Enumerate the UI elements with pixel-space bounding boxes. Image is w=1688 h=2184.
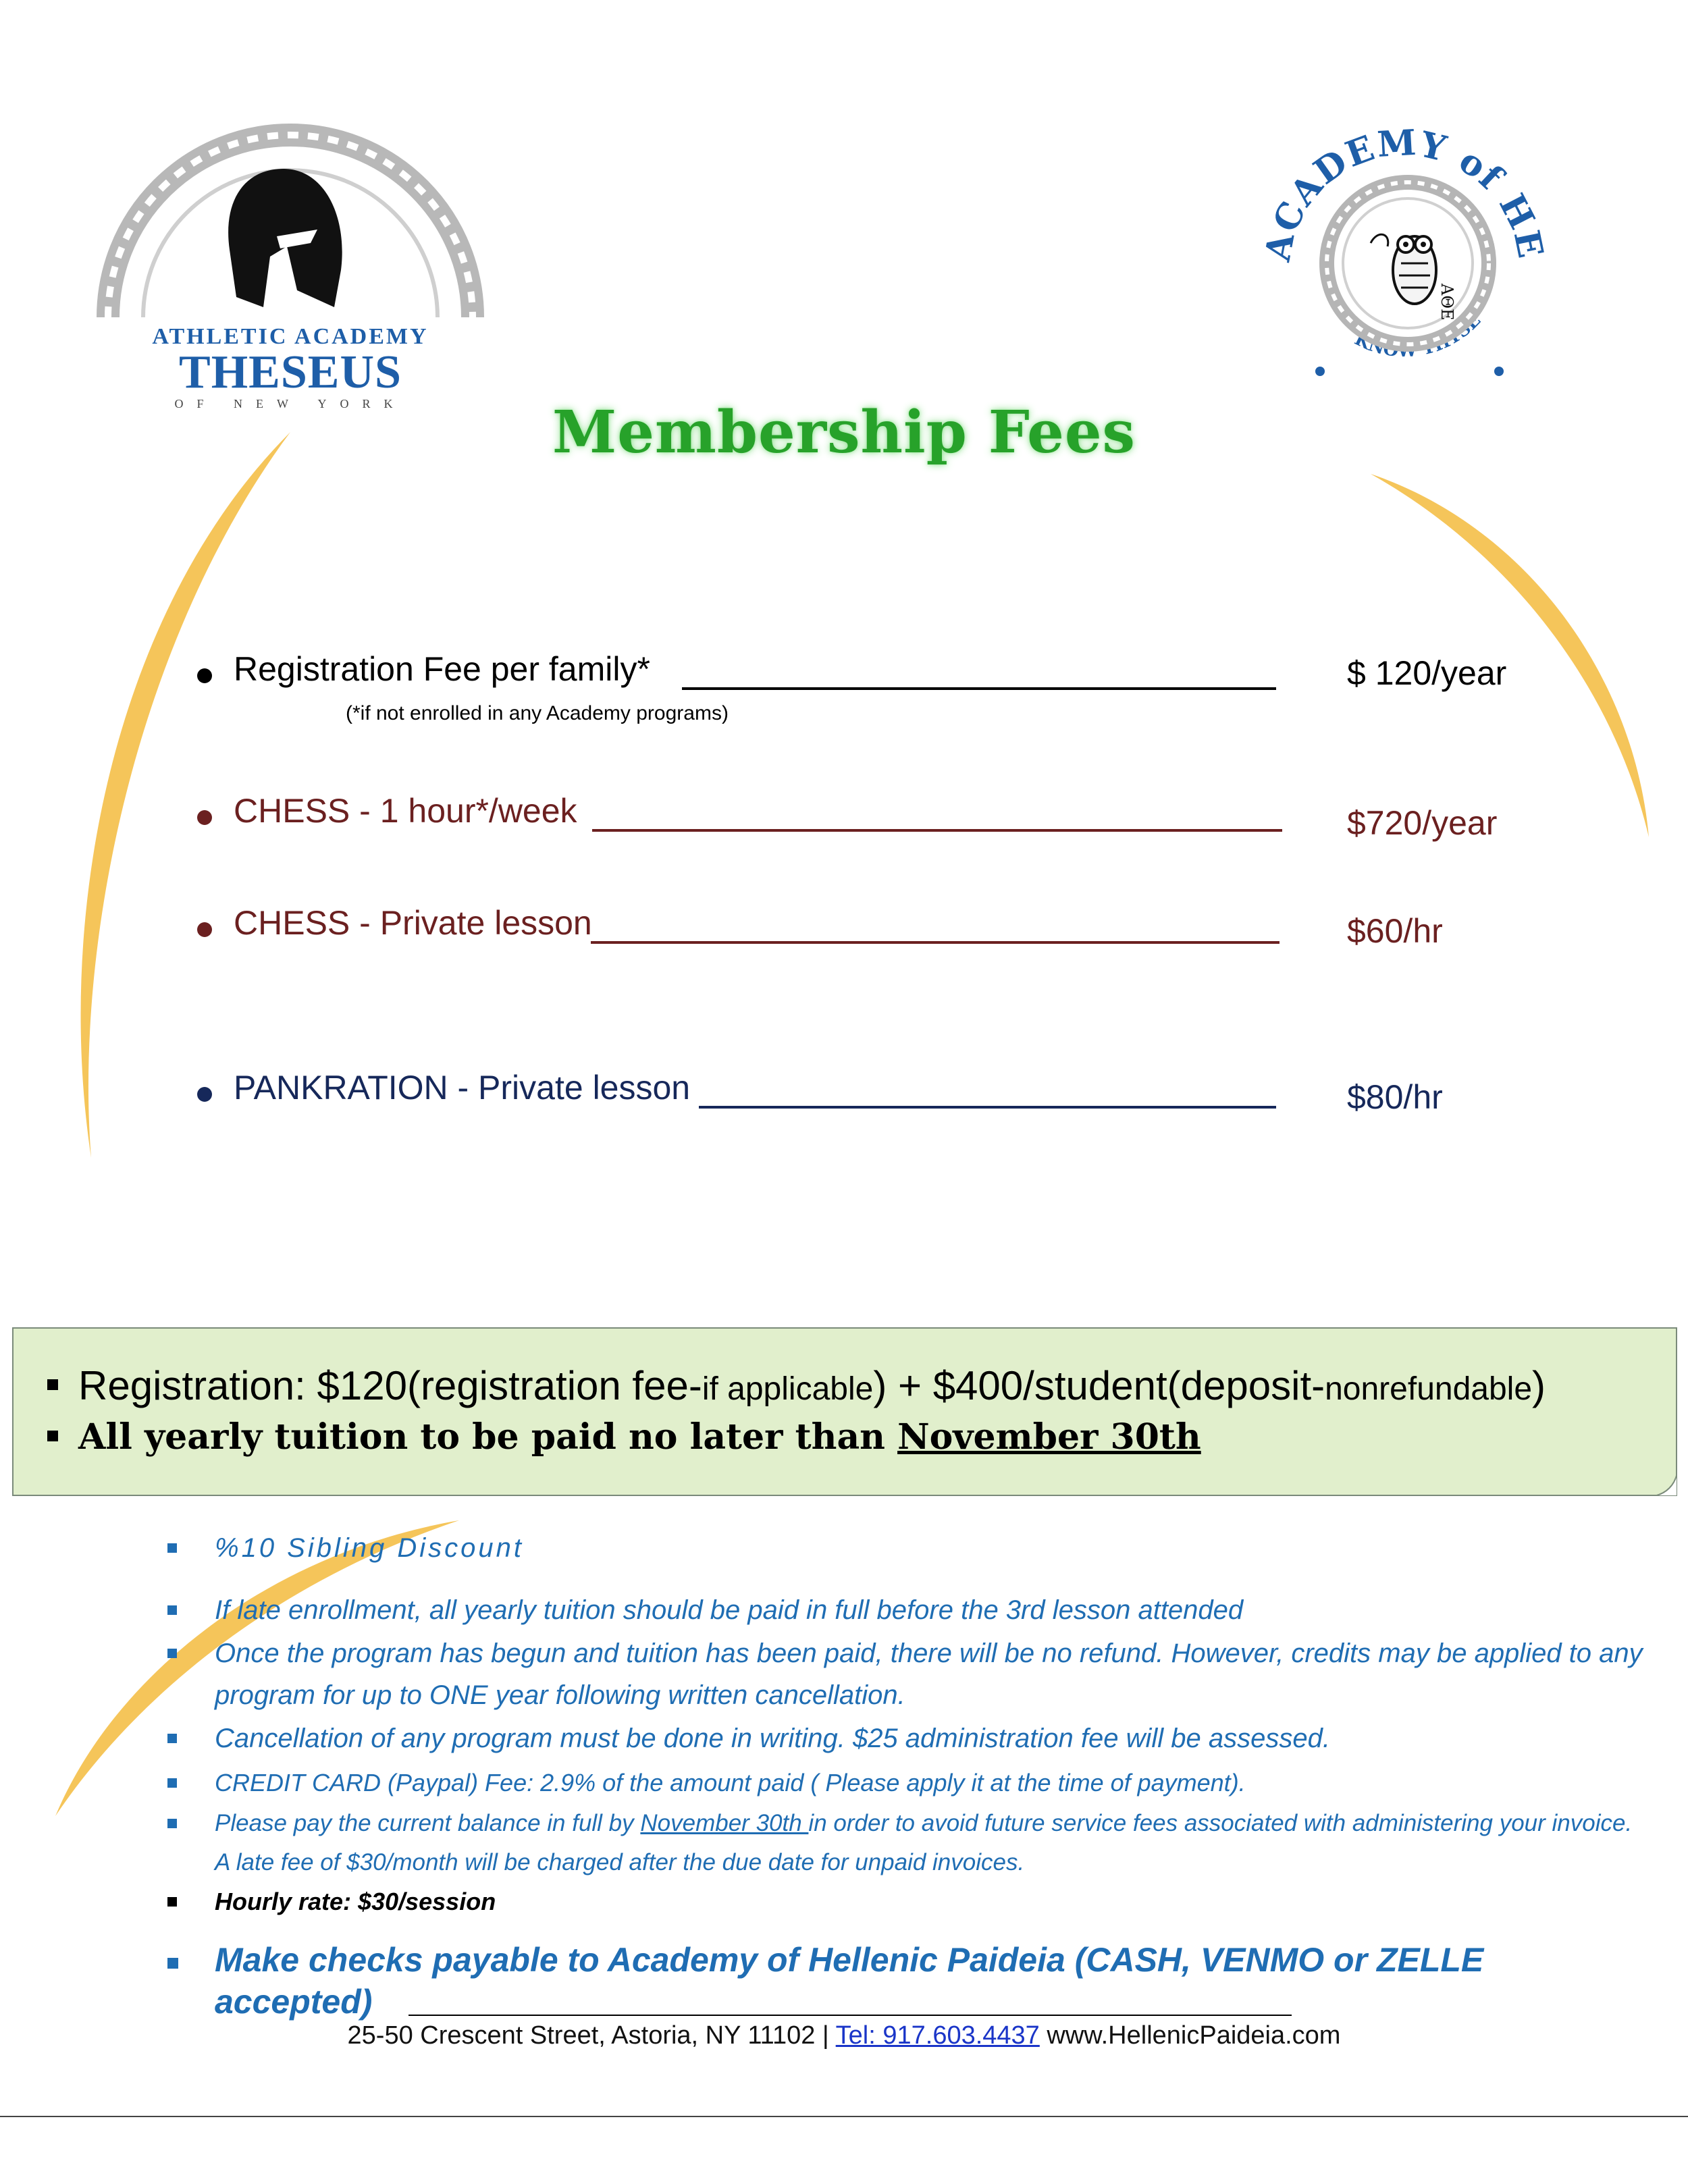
balance-text-end: in order to avoid future service fees associated with administering your invoice. A late fee of $30/month will be charged after the due date for unpaid invoices.	[215, 1810, 1633, 1875]
athletic-academy-theseus-logo	[95, 95, 486, 419]
policy-text: If late enrollment, all yearly tuition should be paid in full before the 3rd lesson attended	[215, 1595, 1244, 1625]
fee-item-chess-weekly	[0, 791, 1688, 852]
footer-address: 25-50 Crescent Street, Astoria, NY 11102 |	[347, 2021, 836, 2050]
policy-text: %10 Sibling Discount	[215, 1533, 524, 1563]
policy-text: Cancellation of any program must be done in writing. $25 administration fee will be assessed.	[215, 1724, 1330, 1753]
logo-subtitle: OF NEW YORK	[174, 397, 406, 410]
registration-if-applicable: if applicable	[702, 1371, 874, 1407]
policy-text	[215, 1804, 1646, 1882]
fee-label: Registration Fee per family*	[234, 650, 650, 688]
fee-leader-line	[682, 687, 1276, 690]
square-bullet-icon	[167, 1649, 177, 1658]
seal-arc-text: ACADEMY of HE	[1257, 122, 1552, 265]
footer-phone-link[interactable]: Tel: 917.603.4437	[835, 2021, 1040, 2050]
seal-greek-letters: ΑΘΕ	[1438, 284, 1456, 321]
policy-text: Hourly rate: $30/session	[215, 1888, 496, 1915]
logo-brand-name: THESEUS	[179, 346, 402, 398]
fee-item-pankration-private	[0, 1068, 1688, 1129]
page-curl-icon	[1654, 1473, 1677, 1496]
fee-leader-line	[592, 829, 1282, 832]
seal-motto: KNOW THYSE	[1351, 310, 1485, 362]
page-title: Membership Fees	[552, 398, 1136, 467]
bullet-icon	[197, 668, 212, 683]
policy-text: Make checks payable to Academy of Hellenic Paideia (CASH, VENMO or ZELLE accepted)	[215, 1941, 1484, 2021]
registration-deposit-line	[47, 1362, 1546, 1409]
bullet-icon	[197, 922, 212, 937]
fee-price: $720/year	[1347, 804, 1498, 842]
fee-label: CHESS - 1 hour*/week	[234, 792, 577, 830]
fee-note: (*if not enrolled in any Academy programs)	[346, 702, 729, 724]
academy-hellenic-paideia-logo	[1249, 101, 1560, 412]
square-bullet-icon	[167, 1734, 177, 1743]
fee-price: $60/hr	[1347, 912, 1443, 950]
square-bullet-icon	[47, 1379, 58, 1390]
fee-label: CHESS - Private lesson	[234, 904, 592, 942]
fee-leader-line	[591, 941, 1280, 944]
square-bullet-icon	[167, 1605, 177, 1615]
square-bullet-icon	[167, 1543, 177, 1553]
square-bullet-icon	[167, 1819, 177, 1828]
registration-summary-box	[12, 1327, 1677, 1496]
registration-text: Registration: $120(registration fee-	[78, 1363, 702, 1408]
fee-item-registration	[0, 649, 1688, 710]
spartan-helmet-icon	[216, 155, 351, 317]
bullet-icon	[197, 810, 212, 825]
owl-icon	[1371, 234, 1436, 304]
deposit-text: ) + $400/student(deposit-	[873, 1363, 1325, 1408]
balance-due-date: November 30th	[640, 1810, 809, 1836]
footer-website: www.HellenicPaideia.com	[1039, 2021, 1341, 2050]
footer-divider	[408, 2015, 1292, 2016]
tuition-deadline-text: All yearly tuition to be paid no later than	[78, 1416, 898, 1458]
fee-leader-line	[699, 1106, 1276, 1109]
balance-text-start: Please pay the current balance in full by	[215, 1810, 641, 1836]
square-bullet-icon	[167, 1778, 177, 1788]
fee-label: PANKRATION - Private lesson	[234, 1069, 691, 1107]
fee-price: $80/hr	[1347, 1078, 1443, 1116]
fee-item-chess-private	[0, 903, 1688, 964]
policy-text: Once the program has begun and tuition has been paid, there will be no refund. However, credits may be applied to any program for up to ONE year following written cancellation.	[215, 1639, 1643, 1710]
bullet-icon	[197, 1087, 212, 1102]
policy-text: CREDIT CARD (Paypal) Fee: 2.9% of the amount paid ( Please apply it at the time of payment).	[215, 1769, 1246, 1796]
page-bottom-divider	[0, 2116, 1688, 2117]
hellenic-paideia-seal-icon	[1249, 101, 1560, 412]
tuition-deadline-date: November 30th	[897, 1416, 1201, 1458]
logo-academy-line: ATHLETIC ACADEMY	[152, 324, 429, 349]
square-bullet-icon	[167, 1958, 178, 1969]
square-bullet-icon	[47, 1431, 58, 1441]
footer-contact	[0, 2021, 1688, 2050]
fee-price: $ 120/year	[1347, 654, 1507, 692]
deposit-nonrefundable: nonrefundable	[1325, 1371, 1533, 1407]
deposit-close: )	[1532, 1363, 1546, 1408]
square-bullet-icon	[167, 1897, 177, 1907]
tuition-deadline-line	[47, 1416, 1201, 1458]
